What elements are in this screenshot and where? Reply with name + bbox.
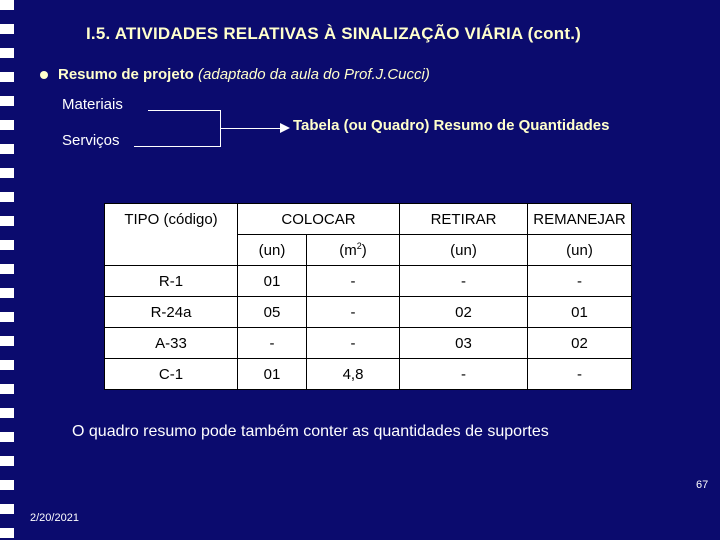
left-stripe-decoration (0, 0, 14, 540)
arrow-shaft (220, 128, 282, 129)
bullet-italic-text: (adaptado da aula do Prof.J.Cucci) (193, 66, 430, 83)
diagram-item-materiais: Materiais (62, 96, 123, 113)
cell-retirar: - (400, 359, 528, 390)
cell-colocar-un: 01 (238, 359, 307, 390)
cell-retirar: 03 (400, 328, 528, 359)
cell-retirar: - (400, 266, 528, 297)
cell-remanejar: 01 (528, 297, 632, 328)
diagram-target-label: Tabela (ou Quadro) Resumo de Quantidades (293, 117, 610, 134)
bullet-item (40, 66, 430, 83)
slide-date: 2/20/2021 (30, 512, 79, 524)
cell-colocar-un: - (238, 328, 307, 359)
cell-tipo: C-1 (105, 359, 238, 390)
footnote-text: O quadro resumo pode também conter as quantidades de suportes (72, 423, 549, 440)
unit-colocar-un: (un) (238, 235, 307, 266)
cell-colocar-m2: 4,8 (307, 359, 400, 390)
cell-remanejar: 02 (528, 328, 632, 359)
slide-title: I.5. ATIVIDADES RELATIVAS À SINALIZAÇÃO VIÁRIA (cont.) (86, 24, 581, 43)
arrow-head-icon (280, 123, 290, 133)
table-row (105, 328, 632, 359)
cell-colocar-un: 01 (238, 266, 307, 297)
table-header-row (105, 204, 632, 235)
cell-remanejar: - (528, 266, 632, 297)
cell-tipo: R-1 (105, 266, 238, 297)
cell-retirar: 02 (400, 297, 528, 328)
unit-colocar-m2: $(m^2)$ (307, 235, 400, 266)
header-colocar: COLOCAR (238, 204, 400, 235)
table-row (105, 359, 632, 390)
cell-colocar-un: 05 (238, 297, 307, 328)
cell-colocar-m2: - (307, 266, 400, 297)
connector-line-bottom (134, 146, 220, 147)
cell-tipo: A-33 (105, 328, 238, 359)
slide-page-number: 67 (696, 479, 709, 491)
summary-table (104, 203, 632, 390)
unit-remanejar-un: (un) (528, 235, 632, 266)
bullet-dot-icon (40, 71, 48, 79)
connector-line-top (148, 110, 220, 111)
table-row (105, 266, 632, 297)
unit-retirar-un: (un) (400, 235, 528, 266)
diagram-item-servicos: Serviços (62, 132, 120, 149)
table-row (105, 297, 632, 328)
header-retirar: RETIRAR (400, 204, 528, 235)
cell-remanejar: - (528, 359, 632, 390)
bullet-bold-text: Resumo de projeto (58, 66, 194, 83)
header-tipo: TIPO (código) (105, 204, 238, 266)
header-remanejar: REMANEJAR (528, 204, 632, 235)
cell-colocar-m2: - (307, 328, 400, 359)
cell-tipo: R-24a (105, 297, 238, 328)
cell-colocar-m2: - (307, 297, 400, 328)
